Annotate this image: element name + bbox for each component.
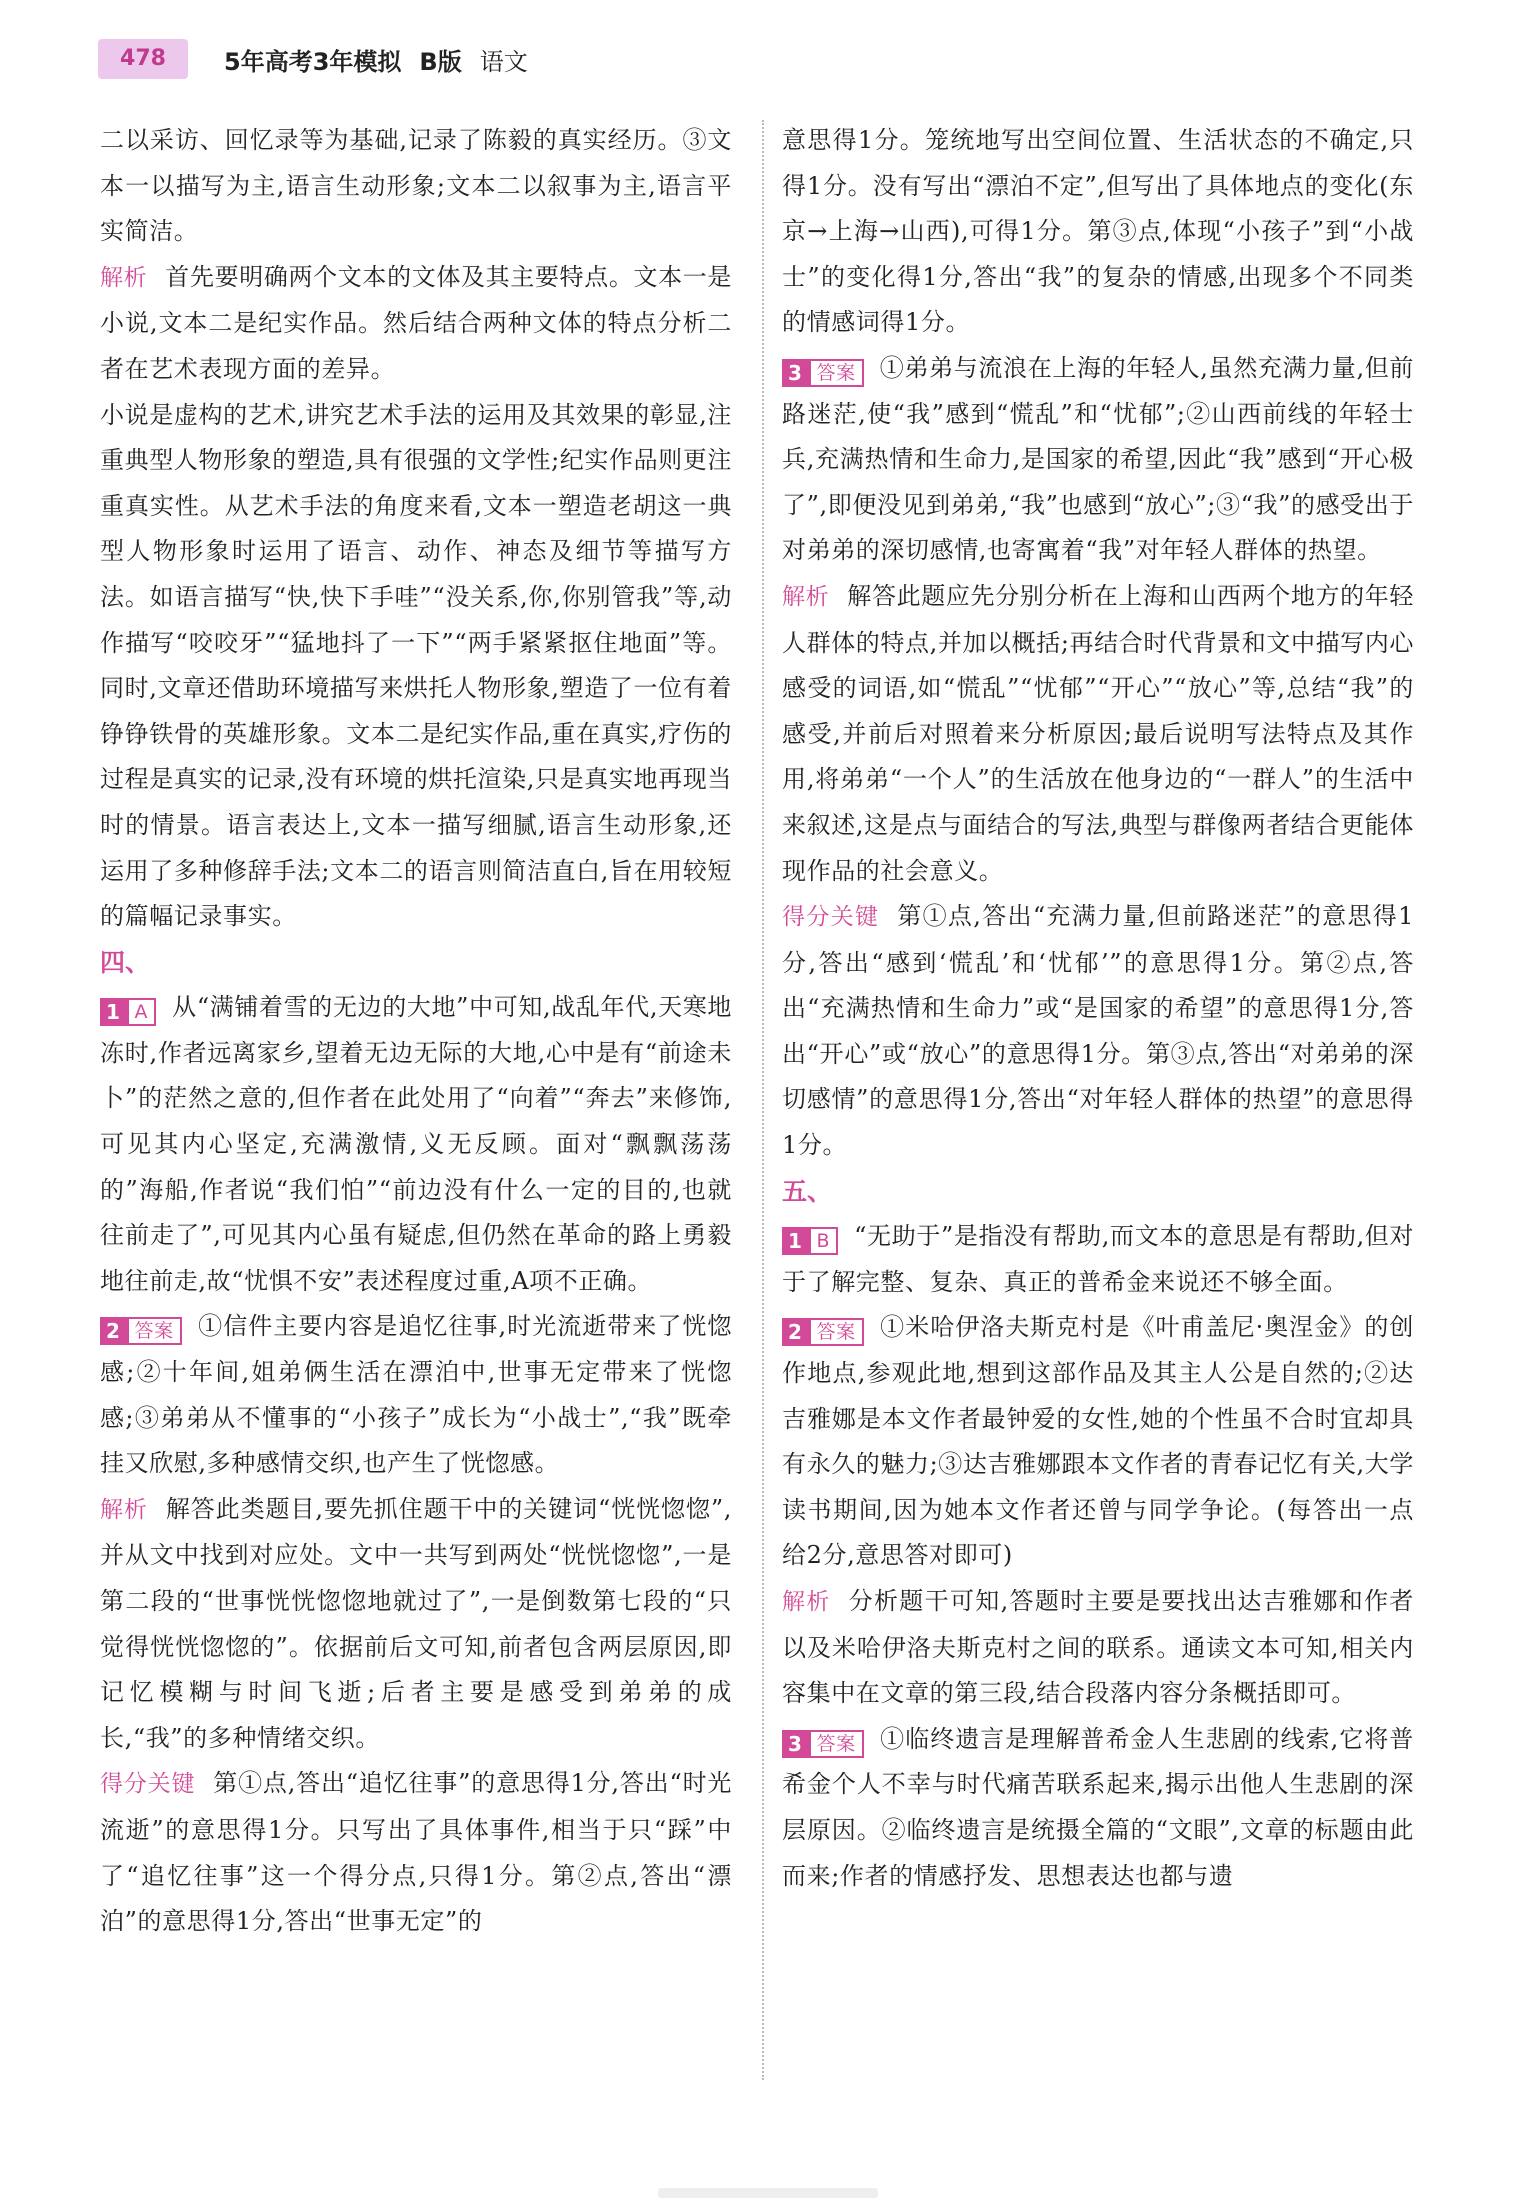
analysis-label: 解析 bbox=[782, 583, 830, 610]
answer-tag: 答案 bbox=[809, 1730, 864, 1758]
paragraph-text: 二以采访、回忆录等为基础,记录了陈毅的真实经历。③文本一以描写为主,语言生动形象;文本二以叙事为主,语言平实简洁。 bbox=[100, 126, 732, 246]
paragraph-text: 从“满铺着雪的无边的大地”中可知,战乱年代,天寒地冻时,作者远离家乡,望着无边无际的大地,心中是有“前途未卜”的茫然之意的,但作者在此处用了“向着”“奔去”来修饰,可见其内心坚定,充满激情,义无反顾。面对“飘飘荡荡的”海船,作者说“我们怕”“前边没有什么一定的目的,也就往前走了”,可见其内心虽有疑虑,但仍然在革命的路上勇毅地往前走,故“忧惧不安”表述程度过重,A项不正确。 bbox=[100, 993, 732, 1295]
left-column bbox=[100, 118, 732, 1945]
paragraph bbox=[100, 393, 732, 940]
scoring-key-label: 得分关键 bbox=[100, 1771, 196, 1798]
scoring-key-label: 得分关键 bbox=[782, 904, 880, 931]
paragraph-text: 分析题干可知,答题时主要是要找出达吉雅娜和作者以及米哈伊洛夫斯克村之间的联系。通读文本可知,相关内容集中在文章的第三段,结合段落内容分条概括即可。 bbox=[782, 1587, 1414, 1708]
paragraph-text: 解答此类题目,要先抓住题干中的关键词“恍恍惚惚”,并从文中找到对应处。文中一共写到两处“恍恍惚惚”,一是第二段的“世事恍恍惚惚地就过了”,一是倒数第七段的“只觉得恍恍惚惚的”。依据前后文可知,前者包含两层原因,即记忆模糊与时间飞逝;后者主要是感受到弟弟的成长,“我”的多种情绪交织。 bbox=[100, 1494, 732, 1752]
paragraph-text: 小说是虚构的艺术,讲究艺术手法的运用及其效果的彰显,注重典型人物形象的塑造,具有很强的文学性;纪实作品则更注重真实性。从艺术手法的角度来看,文本一塑造老胡这一典型人物形象时运用了语言、动作、神态及细节等描写方法。如语言描写“快,快下手哇”“没关系,你,你别管我”等,动作描写“咬咬牙”“猛地抖了一下”“两手紧紧抠住地面”等。同时,文章还借助环境描写来烘托人物形象,塑造了一位有着铮铮铁骨的英雄形象。文本二是纪实作品,重在真实,疗伤的过程是真实的记录,没有环境的烘托渲染,只是真实地再现当时的情景。语言表达上,文本一描写细腻,语言生动形象,还运用了多种修辞手法;文本二的语言则简洁直白,旨在用较短的篇幅记录事实。 bbox=[100, 400, 732, 931]
paragraph-text: 第①点,答出“追忆往事”的意思得1分,答出“时光流逝”的意思得1分。只写出了具体事件,相当于只“踩”中了“追忆往事”这一个得分点,只得1分。第②点,答出“漂泊”的意思得1分,答出“世事无定”的 bbox=[100, 1769, 733, 1936]
analysis-label: 解析 bbox=[100, 264, 148, 291]
paragraph bbox=[782, 1579, 1414, 1717]
analysis-label: 解析 bbox=[782, 1589, 831, 1615]
answer-letter: B bbox=[809, 1227, 839, 1255]
answer-letter: A bbox=[127, 998, 157, 1026]
question-badge bbox=[100, 998, 156, 1026]
analysis-label: 解析 bbox=[100, 1496, 148, 1523]
section-heading: 五、 bbox=[782, 1176, 833, 1206]
paragraph-text: 意思得1分。笼统地写出空间位置、生活状态的不确定,只得1分。没有写出“漂泊不定”,但写出了具体地点的变化(东京→上海→山西),可得1分。第③点,体现“小孩子”到“小战士”的变化得1分,答出“我”的复杂的情感,出现多个不同类的情感词得1分。 bbox=[782, 126, 1414, 337]
book-subject: 语文 bbox=[479, 47, 528, 76]
question-badge bbox=[782, 1730, 864, 1758]
paragraph bbox=[100, 1487, 732, 1762]
question-paragraph bbox=[782, 1305, 1414, 1579]
column-divider bbox=[762, 120, 764, 2080]
paragraph-text: ①弟弟与流浪在上海的年轻人,虽然充满力量,但前路迷茫,使“我”感到“慌乱”和“忧郁”;②山西前线的年轻士兵,充满热情和生命力,是国家的希望,因此“我”感到“开心极了”,即便没见到弟弟,“我”也感到“放心”;③“我”的感受出于对弟弟的深切感情,也寄寓着“我”对年轻人群体的热望。 bbox=[782, 353, 1414, 565]
paragraph-text: 第①点,答出“充满力量,但前路迷茫”的意思得1分,答出“感到‘慌乱’和‘忧郁’”的意思得1分。第②点,答出“充满热情和生命力”或“是国家的希望”的意思得1分,答出“开心”或“放心”的意思得1分。第③点,答出“对弟弟的深切感情”的意思得1分,答出“对年轻人群体的热望”的意思得1分。 bbox=[782, 902, 1414, 1160]
paragraph bbox=[782, 574, 1414, 894]
question-number: 1 bbox=[100, 998, 127, 1026]
paragraph-text: “无助于”是指没有帮助,而文本的意思是有帮助,但对于了解完整、复杂、真正的普希金来说还不够全面。 bbox=[782, 1222, 1414, 1296]
right-column bbox=[782, 118, 1414, 1899]
scan-artifact bbox=[658, 2188, 878, 2198]
page-number: 478 bbox=[98, 39, 188, 79]
question-number: 2 bbox=[782, 1318, 809, 1346]
paragraph bbox=[782, 894, 1414, 1169]
question-paragraph bbox=[782, 1214, 1414, 1305]
paragraph-text: ①米哈伊洛夫斯克村是《叶甫盖尼·奥涅金》的创作地点,参观此地,想到这部作品及其主人公是自然的;②达吉雅娜是本文作者最钟爱的女性,她的个性虽不合时宜却具有永久的魅力;③达吉雅娜跟本文作者的青春记忆有关,大学读书期间,因为她本文作者还曾与同学争论。(每答出一点给2分,意思答对即可) bbox=[782, 1313, 1414, 1570]
paragraph-text: ①信件主要内容是追忆往事,时光流逝带来了恍惚感;②十年间,姐弟俩生活在漂泊中,世事无定带来了恍惚感;③弟弟从不懂事的“小孩子”成长为“小战士”,“我”既牵挂又欣慰,多种感情交织,也产生了恍惚感。 bbox=[100, 1312, 732, 1478]
question-number: 1 bbox=[782, 1227, 809, 1255]
question-paragraph bbox=[100, 1304, 732, 1486]
paragraph-text: ①临终遗言是理解普希金人生悲剧的线索,它将普希金个人不幸与时代痛苦联系起来,揭示出他人生悲剧的深层原因。②临终遗言是统摄全篇的“文眼”,文章的标题由此而来;作者的情感抒发、思想表达也都与遗 bbox=[782, 1724, 1414, 1890]
paragraph-text: 首先要明确两个文本的文体及其主要特点。文本一是小说,文本二是纪实作品。然后结合两种文体的特点分析二者在艺术表现方面的差异。 bbox=[100, 262, 732, 383]
paragraph bbox=[100, 255, 732, 393]
answer-tag: 答案 bbox=[809, 1318, 864, 1346]
question-badge bbox=[100, 1317, 182, 1345]
answer-tag: 答案 bbox=[809, 359, 864, 387]
question-number: 2 bbox=[100, 1317, 127, 1345]
answer-tag: 答案 bbox=[127, 1317, 182, 1345]
section-heading: 四、 bbox=[100, 947, 151, 977]
question-number: 3 bbox=[782, 359, 809, 387]
paragraph-text: 解答此题应先分别分析在上海和山西两个地方的年轻人群体的特点,并加以概括;再结合时代背景和文中描写内心感受的词语,如“慌乱”“忧郁”“开心”“放心”等,总结“我”的感受,并前后对照着来分析原因;最后说明写法特点及其作用,将弟弟“一个人”的生活放在他身边的“一群人”的生活中来叙述,这是点与面结合的写法,典型与群像两者结合更能体现作品的社会意义。 bbox=[782, 581, 1414, 885]
question-badge bbox=[782, 1227, 838, 1255]
question-number: 3 bbox=[782, 1730, 809, 1758]
question-badge bbox=[782, 359, 864, 387]
book-title: 5年高考3年模拟 bbox=[224, 47, 402, 76]
book-edition: B版 bbox=[419, 47, 462, 76]
paragraph bbox=[100, 1761, 732, 1944]
page-header bbox=[98, 36, 528, 82]
question-paragraph bbox=[782, 346, 1414, 574]
question-paragraph bbox=[100, 985, 732, 1304]
paragraph bbox=[100, 118, 732, 255]
paragraph bbox=[782, 118, 1414, 346]
question-badge bbox=[782, 1318, 864, 1346]
question-paragraph bbox=[782, 1717, 1414, 1899]
